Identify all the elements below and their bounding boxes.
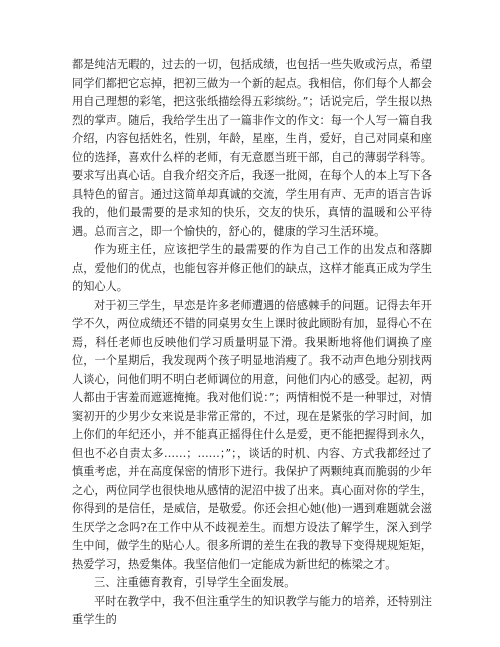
section-heading: 三、注重德育教育，引导学生全面发展。 (94, 576, 296, 589)
document-page (72, 56, 432, 630)
body-paragraph-3: 对于初三学生，早恋是许多老师遭遇的倍感棘手的问题。记得去年开学不久，两位成绩还不错的同桌男女生上课时彼此顾盼有加，显得心不在焉，科任老师也反映他们学习质量明显下滑。我果断地将他们调换了座位，一个星期后，我发现两个孩子明显地消瘦了。我不动声色地分别找两人谈心，问他们明不明白老师调位的用意，问他们内心的感受。起初，两人都由于害羞而遮遮掩掩。我对他们说：”；两情相悦不是一种罪过，对情窦初开的少男少女来说是非常正常的，不过，现在是紧张的学习时间，加上你们的年纪还小，并不能真正摇得住什么是爱，更不能把握得到永久，但也不必自责太多……；……；”；，谈话的时机、内容、方式我都经过了慎重考虑，并在高度保密的情形下进行。我保护了两颗纯真而脆弱的少年之心，两位同学也很快地从感情的泥沼中拔了出来。真心面对你的学生，你得到的是信任，是威信，是敬爱。你还会担心她(他)一遇到难题就会滋生厌学之念吗?在工作中从不歧视差生。而想方设法了解学生，深入到学生中间，做学生的贴心人。很多所谓的差生在我的教导下变得规规矩矩，热爱学习，热爱集体。我坚信他们一定能成为新世纪的栋梁之才。 (72, 298, 432, 571)
body-paragraph-1: 都是纯洁无暇的，过去的一切，包括成绩，也包括一些失败或污点，希望同学们都把它忘掉，把初三做为一个新的起点。我相信，你们每个人都会用自己理想的彩笔，把这张纸描绘得五彩缤纷。”；话说完后，学生报以热烈的掌声。随后，我给学生出了一篇非作文的作文：每一个人写一篇自我介绍，内容包括姓名，性别，年龄，星座，生肖，爱好，自己对同桌和座位的选择，喜欢什么样的老师，有无意愿当班干部，自己的薄弱学科等。要求写出真心话。自我介绍交齐后，我逐一批阅，在每个人的本上写下各具特色的留言。通过这简单却真诚的交流，学生用有声、无声的语言告诉我的，他们最需要的是求知的快乐，交友的快乐，真情的温暖和公平待遇。总而言之，即一个愉快的，舒心的，健康的学习生活环境。 (72, 58, 432, 238)
body-paragraph-2: 作为班主任，应该把学生的最需要的作为自己工作的出发点和落脚点，爱他们的优点，也能包容并修正他们的缺点，这样才能真正成为学生的知心人。 (72, 243, 432, 293)
body-paragraph-4: 平时在教学中，我不但注重学生的知识教学与能力的培养，还特别注重学生的 (72, 594, 432, 626)
